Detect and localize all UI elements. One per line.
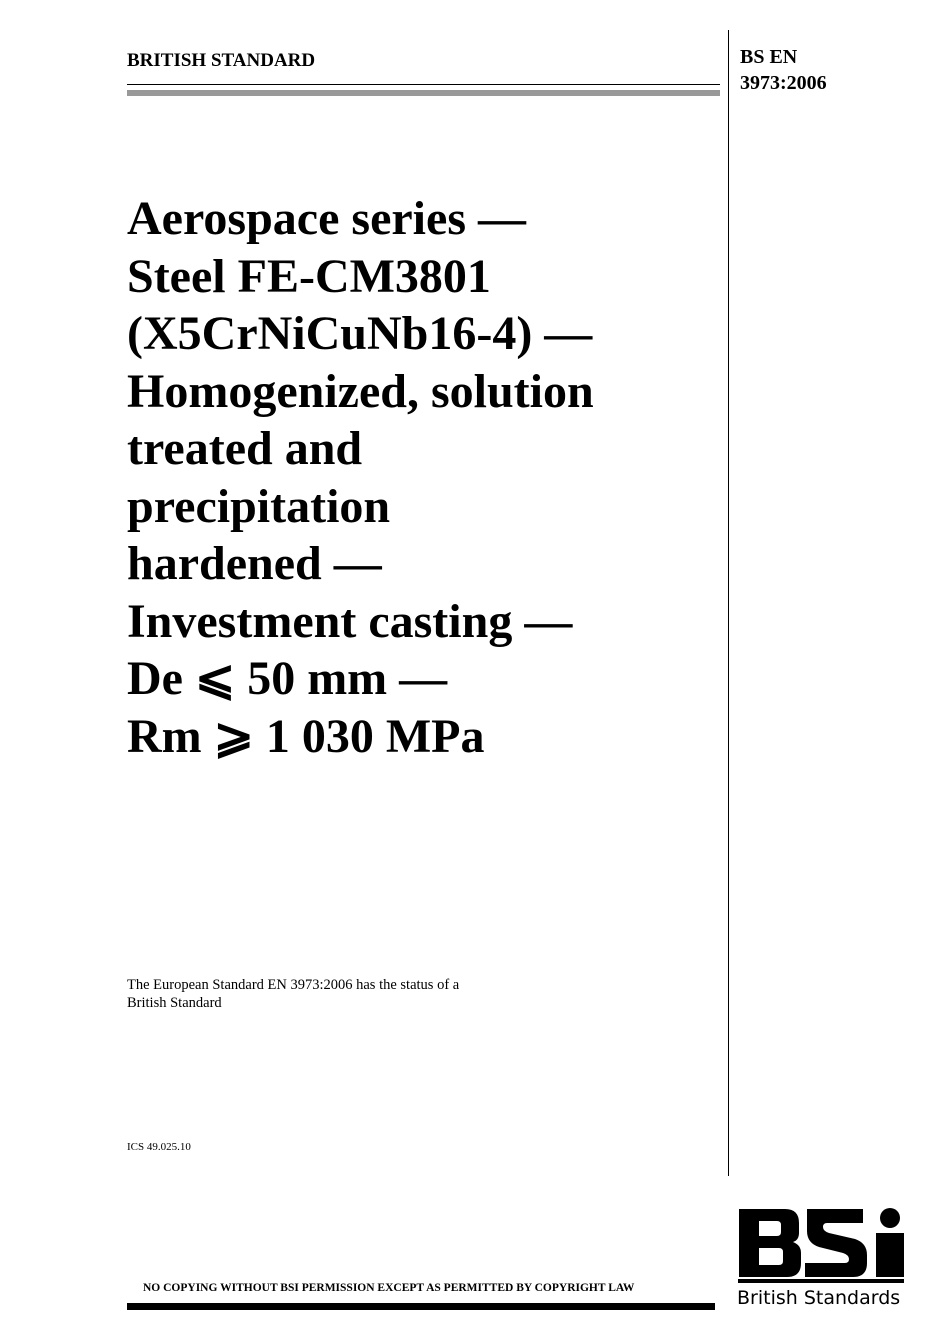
- standard-code: [740, 44, 827, 96]
- title-line: Investment casting —: [127, 594, 573, 648]
- footer-bar: [127, 1303, 715, 1310]
- status-line: British Standard: [127, 995, 222, 1011]
- copyright-notice: NO COPYING WITHOUT BSI PERMISSION EXCEPT AS PERMITTED BY COPYRIGHT LAW: [143, 1282, 635, 1294]
- code-line-2: 3973:2006: [740, 72, 827, 94]
- logo-subtitle: British Standards: [737, 1287, 901, 1309]
- status-statement: [127, 976, 459, 1012]
- title-line: treated and: [127, 422, 363, 475]
- header-grey-bar: [127, 90, 720, 96]
- bsi-logo-icon: [737, 1207, 907, 1283]
- title-line: hardened —: [127, 537, 382, 590]
- title-line: Rm ⩾ 1 030 MPa: [127, 709, 485, 763]
- code-line-1: BS EN: [740, 46, 798, 68]
- series-label: BRITISH STANDARD: [127, 50, 316, 71]
- ics-code: ICS 49.025.10: [127, 1141, 191, 1153]
- title-line: De ⩽ 50 mm —: [127, 652, 448, 705]
- header-rule: [127, 84, 720, 85]
- title-line: (X5CrNiCuNb16-4) —: [127, 307, 593, 360]
- vertical-divider: [728, 30, 729, 1176]
- title-line: precipitation: [127, 479, 391, 533]
- status-line: The European Standard EN 3973:2006 has the status of a: [127, 977, 460, 993]
- title-line: Steel FE-CM3801: [127, 249, 491, 303]
- document-title: [127, 190, 722, 765]
- title-line: Aerospace series —: [127, 192, 526, 245]
- title-line: Homogenized, solution: [127, 364, 594, 418]
